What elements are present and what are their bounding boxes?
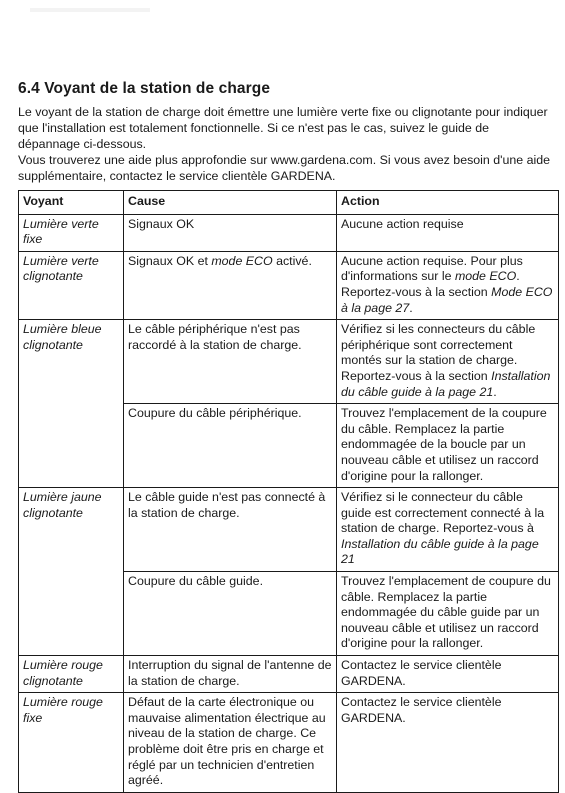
header-cause: Cause (124, 191, 337, 215)
action-text: Vérifiez si les connecteurs du câble périphérique sont correctement montés sur la station de charge. Reportez-vous à la section (341, 322, 536, 383)
action-reference: Installation du câble guide à la page 21 (341, 368, 551, 399)
action-text: Aucune action requise. Pour plus d'informations sur le (341, 253, 523, 284)
voyant-cell: Lumière jaune clignotante (19, 488, 124, 656)
table-row (19, 488, 559, 572)
help-paragraph: Vous trouverez une aide plus approfondie sur www.gardena.com. Si vous avez besoin d'une aide supplémentaire, contactez le service clientèle GARDENA. (18, 153, 551, 183)
action-reference: Installation du câble guide à la page 21 (341, 536, 539, 567)
voyant-cell: Lumière rouge fixe (19, 693, 124, 793)
voyant-cell: Lumière verte clignotante (19, 251, 124, 319)
intro-paragraph: Le voyant de la station de charge doit émettre une lumière verte fixe ou clignotante pour indiquer que l'installation est totalement fonctionnelle. Si ce n'est pas le cas, suivez le guide de dépannage ci-dessous. (18, 105, 548, 151)
table-row (19, 320, 559, 404)
troubleshooting-table (18, 190, 559, 793)
section-heading: 6.4 Voyant de la station de charge (18, 80, 271, 97)
table-row (19, 214, 559, 251)
action-cell (337, 488, 559, 572)
action-reference: Mode ECO à la page 27 (341, 284, 553, 315)
header-action: Action (337, 191, 559, 215)
action-cell: Trouvez l'emplacement de coupure du câble. Remplacez la partie endommagée du câble guide par un nouveau câble et utilisez un raccord d'origine pour la rallonger. (337, 572, 559, 656)
top-edge-strip (30, 8, 150, 12)
action-cell: Contactez le service clientèle GARDENA. (337, 656, 559, 693)
action-cell: Aucune action requise (337, 214, 559, 251)
cause-cell: Coupure du câble périphérique. (124, 404, 337, 488)
action-text: . (409, 300, 413, 315)
cause-text: activé. (272, 253, 312, 268)
cause-cell: Le câble guide n'est pas connecté à la station de charge. (124, 488, 337, 572)
cause-cell (124, 251, 337, 319)
cause-cell: Défaut de la carte électronique ou mauvaise alimentation électrique au niveau de la station de charge. Ce problème doit être pris en charge et réglé par un technicien d'entretien agréé. (124, 693, 337, 793)
action-text: Vérifiez si le connecteur du câble guide est correctement connecté à la station de charge. Reportez-vous à (341, 490, 545, 536)
action-emphasis: mode ECO (454, 269, 517, 284)
action-cell: Trouvez l'emplacement de la coupure du câble. Remplacez la partie endommagée de la boucle par un nouveau câble et utilisez un raccord d'origine pour la rallonger. (337, 404, 559, 488)
action-cell: Contactez le service clientèle GARDENA. (337, 693, 559, 793)
action-text: . (493, 384, 497, 399)
cause-cell: Le câble périphérique n'est pas raccordé à la station de charge. (124, 320, 337, 404)
voyant-cell: Lumière bleue clignotante (19, 320, 124, 488)
table-row (19, 251, 559, 319)
cause-cell: Interruption du signal de l'antenne de la station de charge. (124, 656, 337, 693)
table-row (19, 693, 559, 793)
voyant-cell: Lumière rouge clignotante (19, 656, 124, 693)
cause-emphasis: mode ECO (211, 253, 273, 268)
table-row (19, 656, 559, 693)
action-text: . Reportez-vous à la section (341, 269, 520, 299)
cause-cell: Coupure du câble guide. (124, 572, 337, 656)
cause-cell: Signaux OK (124, 214, 337, 251)
action-cell (337, 320, 559, 404)
header-voyant: Voyant (19, 191, 124, 215)
table-header-row (19, 191, 559, 215)
action-cell (337, 251, 559, 319)
cause-text: Signaux OK et (128, 253, 212, 268)
voyant-cell: Lumière verte fixe (19, 214, 124, 251)
